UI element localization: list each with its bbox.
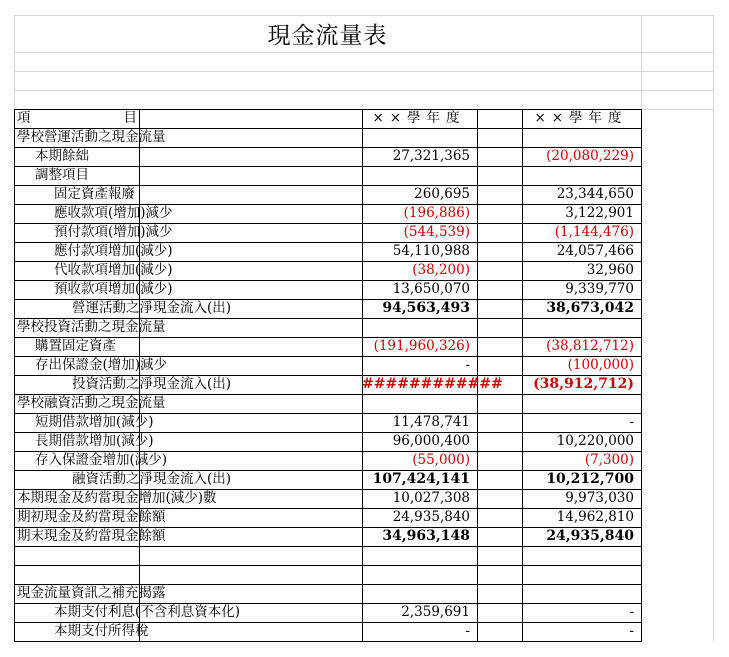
value-year-2: - bbox=[629, 604, 634, 620]
value-year-2: - bbox=[629, 623, 634, 639]
value-year-1: 2,359,691 bbox=[401, 604, 470, 620]
value-year-1 bbox=[362, 128, 470, 147]
value-year-2 bbox=[522, 565, 634, 584]
value-year-1: 94,563,493 bbox=[382, 300, 470, 316]
value-year-2: 10,212,700 bbox=[546, 471, 634, 487]
table-row bbox=[0, 223, 729, 242]
value-year-1 bbox=[362, 565, 470, 584]
value-year-1: (191,960,326) bbox=[373, 338, 470, 354]
row-label: 固定資產報廢 bbox=[54, 186, 135, 202]
value-year-2: 23,344,650 bbox=[556, 186, 634, 202]
header-item-b: 目 bbox=[123, 110, 137, 126]
sheet-title: 現金流量表 bbox=[267, 23, 388, 49]
table-row bbox=[0, 451, 729, 470]
table-row bbox=[0, 337, 729, 356]
row-label: 本期現金及約當現金增加(減少)數 bbox=[17, 490, 217, 506]
value-year-1: (544,539) bbox=[403, 224, 470, 240]
value-year-2: 14,962,810 bbox=[556, 509, 634, 525]
table-row bbox=[0, 527, 729, 546]
value-year-1 bbox=[362, 166, 470, 185]
value-year-1: 260,695 bbox=[414, 186, 470, 202]
header-year-2: ××學年度 bbox=[534, 110, 628, 126]
value-year-1: ############ bbox=[362, 376, 503, 392]
row-label: 現金流量資訊之補充揭露 bbox=[17, 585, 166, 601]
gridline-h bbox=[14, 90, 714, 91]
value-year-2: - bbox=[629, 414, 634, 430]
row-label: 長期借款增加(減少) bbox=[35, 433, 154, 449]
row-label: 期初現金及約當現金餘額 bbox=[17, 509, 166, 525]
row-label: 融資活動之淨現金流入(出) bbox=[72, 471, 232, 487]
row-label: 本期支付所得稅 bbox=[54, 623, 149, 639]
row-label: 短期借款增加(減少) bbox=[35, 414, 154, 430]
value-year-2: (1,144,476) bbox=[554, 224, 634, 240]
value-year-2: 9,339,770 bbox=[565, 281, 634, 297]
value-year-2: (38,812,712) bbox=[546, 338, 634, 354]
table-row bbox=[0, 185, 729, 204]
value-year-1: 96,000,400 bbox=[392, 433, 470, 449]
value-year-2: (7,300) bbox=[584, 452, 634, 468]
value-year-2 bbox=[522, 318, 634, 337]
value-year-2: 9,973,030 bbox=[565, 490, 634, 506]
table-row bbox=[0, 204, 729, 223]
gridline-h bbox=[14, 52, 714, 53]
value-year-1: (55,000) bbox=[412, 452, 470, 468]
value-year-1: 54,110,988 bbox=[392, 243, 470, 259]
table-row bbox=[0, 299, 729, 318]
row-label: 預付款項(增加)減少 bbox=[54, 224, 173, 240]
value-year-2 bbox=[522, 394, 634, 413]
table-row bbox=[0, 280, 729, 299]
table-row bbox=[0, 166, 729, 185]
value-year-1 bbox=[362, 318, 470, 337]
header-item-a: 項 bbox=[17, 110, 31, 126]
row-label: 本期餘絀 bbox=[35, 148, 89, 164]
table-row bbox=[0, 622, 729, 641]
value-year-1: - bbox=[465, 623, 470, 639]
value-year-2 bbox=[522, 546, 634, 565]
value-year-2: 38,673,042 bbox=[546, 300, 634, 316]
table-row bbox=[0, 375, 729, 394]
row-label: 應付款項增加(減少) bbox=[54, 243, 173, 259]
value-year-1: 107,424,141 bbox=[372, 471, 470, 487]
row-label: 調整項目 bbox=[35, 167, 89, 183]
row-label: 存入保證金增加(減少) bbox=[35, 452, 168, 468]
row-label: 投資活動之淨現金流入(出) bbox=[72, 376, 232, 392]
header-item bbox=[17, 109, 137, 128]
value-year-1: 34,963,148 bbox=[382, 528, 470, 544]
table-row bbox=[0, 318, 729, 337]
row-label: 預收款項增加(減少) bbox=[54, 281, 173, 297]
table-row bbox=[0, 470, 729, 489]
value-year-1 bbox=[362, 584, 470, 603]
gridline-v bbox=[713, 15, 714, 110]
row-label: 學校營運活動之現金流量 bbox=[17, 129, 166, 145]
value-year-2: (38,912,712) bbox=[533, 376, 634, 392]
value-year-2: (100,000) bbox=[567, 357, 634, 373]
row-label: 本期支付利息(不含利息資本化) bbox=[54, 604, 241, 620]
value-year-2 bbox=[522, 584, 634, 603]
value-year-1 bbox=[362, 546, 470, 565]
table-border-h bbox=[14, 641, 641, 642]
table-row bbox=[0, 508, 729, 527]
header-row bbox=[0, 109, 729, 128]
table-row bbox=[0, 565, 729, 584]
value-year-1: 13,650,070 bbox=[392, 281, 470, 297]
value-year-2: 24,057,466 bbox=[556, 243, 634, 259]
table-row bbox=[0, 128, 729, 147]
table-row bbox=[0, 356, 729, 375]
row-label: 存出保證金(增加)減少 bbox=[35, 357, 168, 373]
row-label: 學校融資活動之現金流量 bbox=[17, 395, 166, 411]
value-year-1 bbox=[362, 394, 470, 413]
value-year-2 bbox=[522, 166, 634, 185]
value-year-1: (38,200) bbox=[412, 262, 470, 278]
table-row bbox=[0, 413, 729, 432]
table-row bbox=[0, 394, 729, 413]
gridline-h bbox=[14, 71, 714, 72]
table-row bbox=[0, 546, 729, 565]
table-row bbox=[0, 489, 729, 508]
table-row bbox=[0, 261, 729, 280]
value-year-2 bbox=[522, 128, 634, 147]
value-year-2: 32,960 bbox=[586, 262, 634, 278]
value-year-1: 10,027,308 bbox=[392, 490, 470, 506]
row-label: 期末現金及約當現金餘額 bbox=[17, 528, 166, 544]
value-year-2: 3,122,901 bbox=[565, 205, 634, 221]
value-year-1: - bbox=[465, 357, 470, 373]
value-year-1: 11,478,741 bbox=[392, 414, 470, 430]
table-row bbox=[0, 584, 729, 603]
value-year-1: (196,886) bbox=[403, 205, 470, 221]
value-year-2: (20,080,229) bbox=[546, 148, 634, 164]
value-year-1: 27,321,365 bbox=[392, 148, 470, 164]
row-label: 學校投資活動之現金流量 bbox=[17, 319, 166, 335]
row-label: 營運活動之淨現金流入(出) bbox=[72, 300, 232, 316]
row-label: 代收款項增加(減少) bbox=[54, 262, 173, 278]
table-row bbox=[0, 603, 729, 622]
table-row bbox=[0, 147, 729, 166]
header-year-1: ××學年度 bbox=[372, 110, 466, 126]
value-year-1: 24,935,840 bbox=[392, 509, 470, 525]
value-year-2: 24,935,840 bbox=[546, 528, 634, 544]
value-year-2: 10,220,000 bbox=[556, 433, 634, 449]
row-label: 應收款項(增加)減少 bbox=[54, 205, 173, 221]
gridline-v bbox=[641, 15, 642, 110]
table-row bbox=[0, 432, 729, 451]
row-label: 購置固定資產 bbox=[35, 338, 116, 354]
table-row bbox=[0, 242, 729, 261]
